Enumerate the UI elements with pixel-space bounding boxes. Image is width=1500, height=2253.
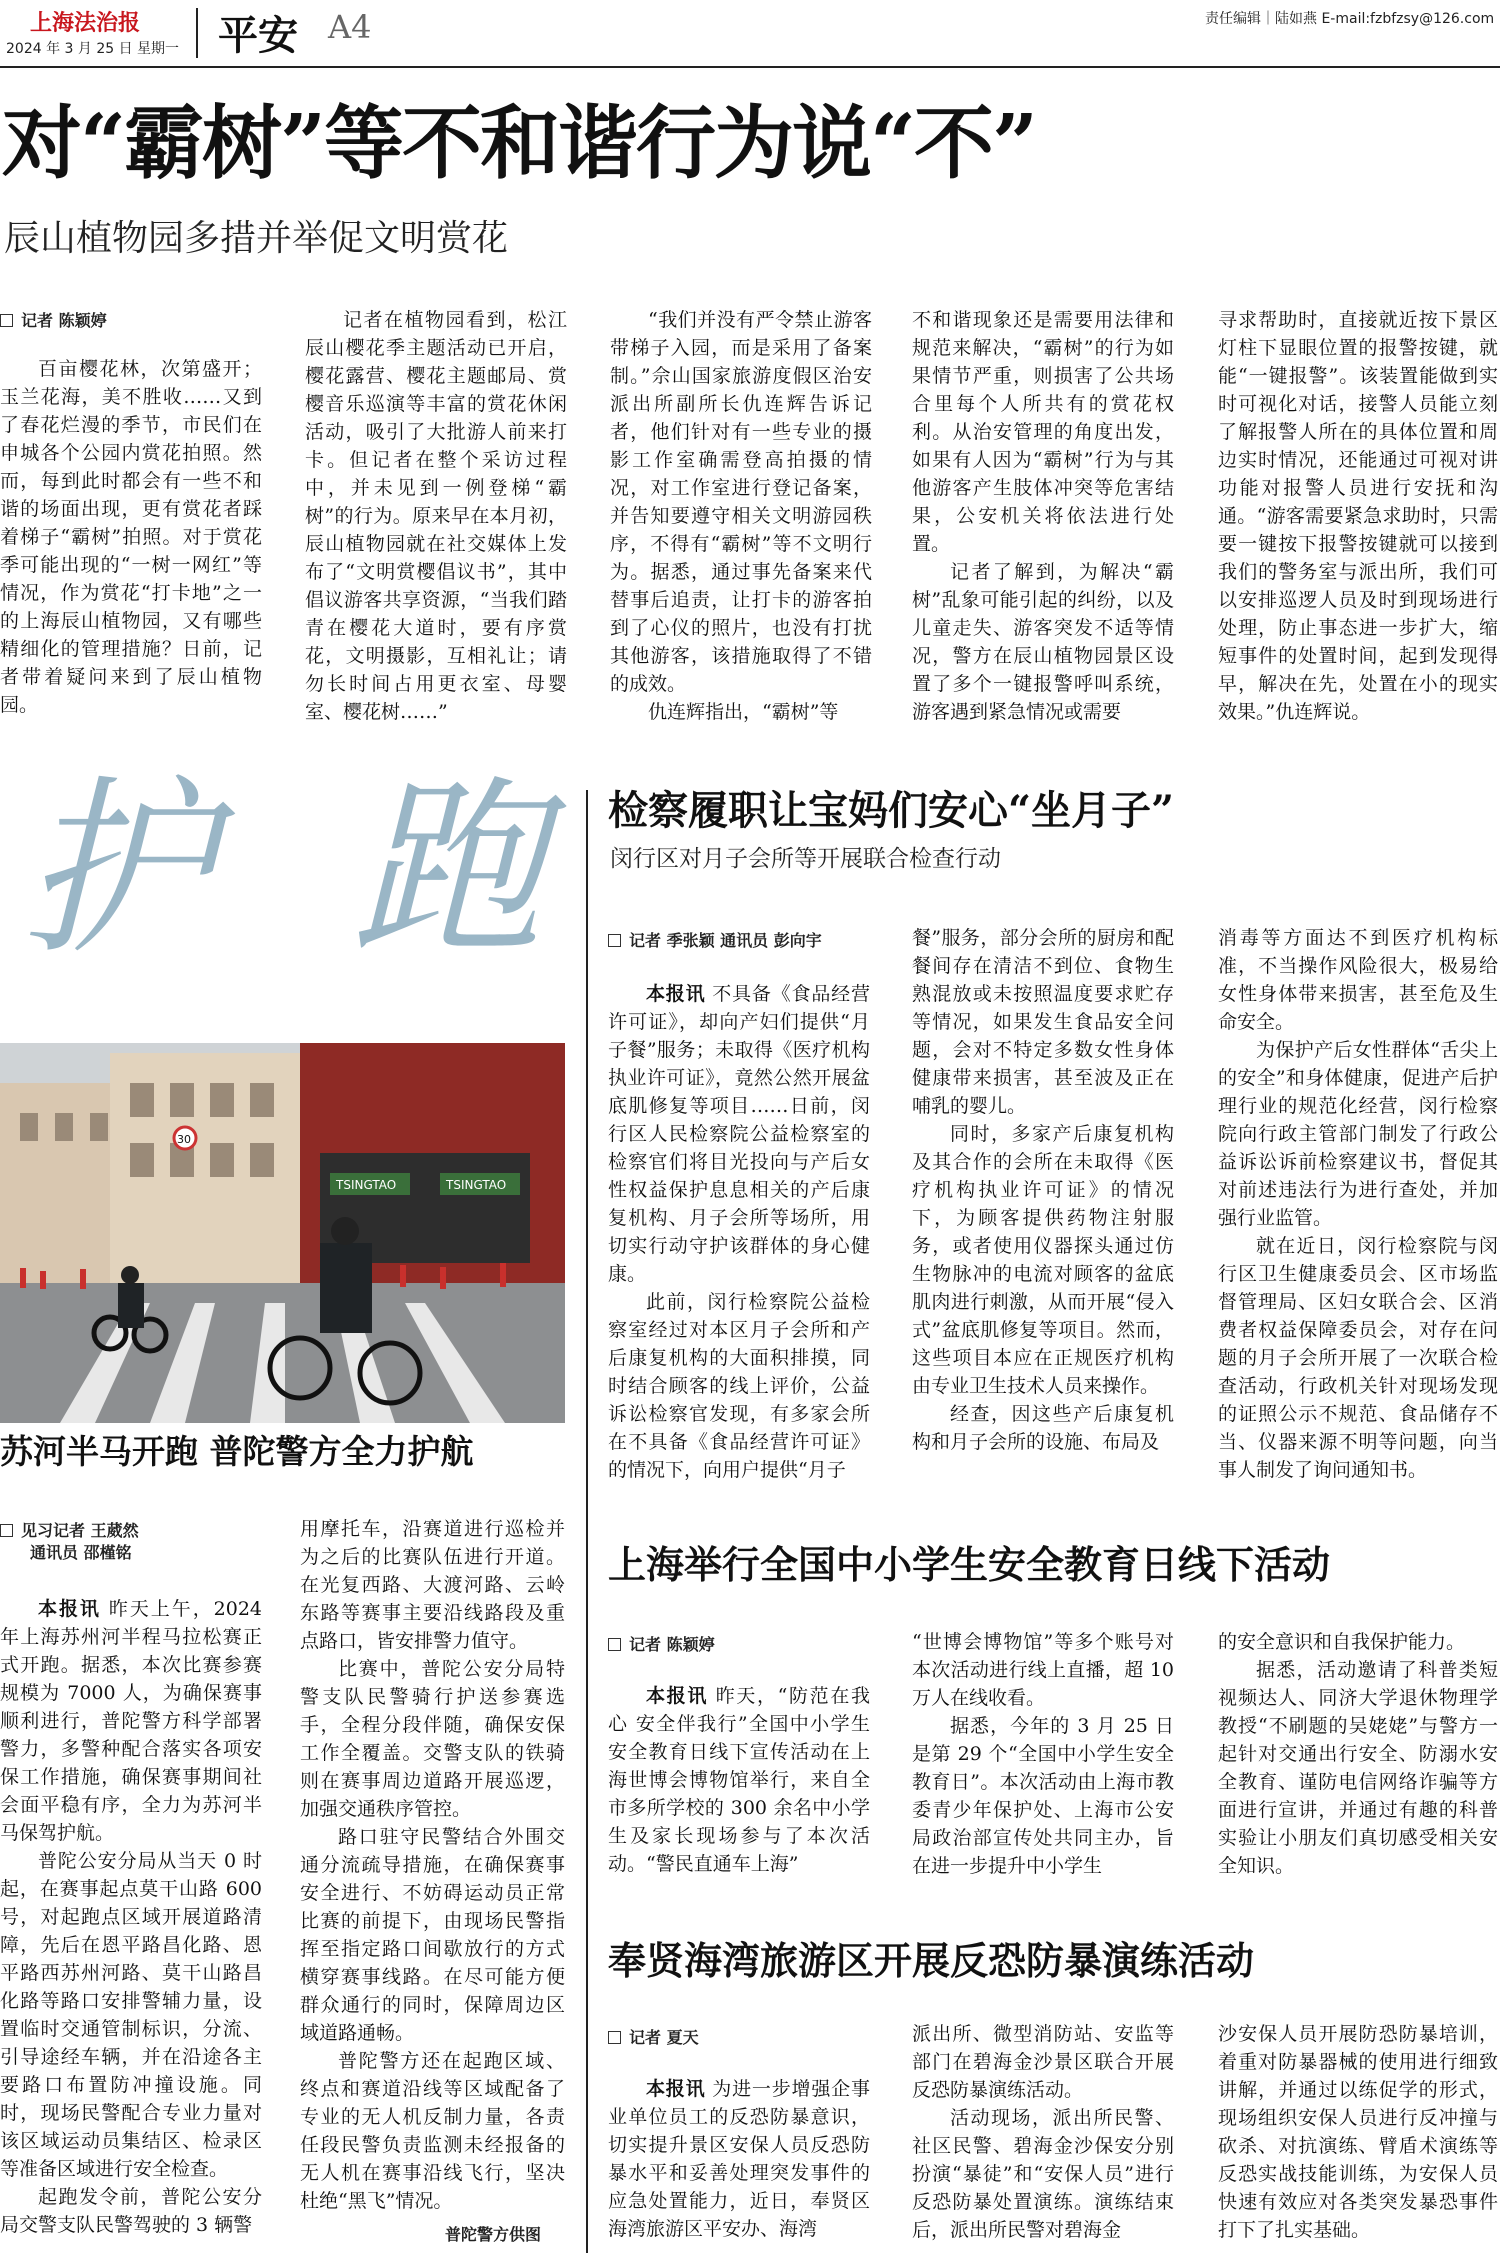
story1-c3-p1: “我们并没有严令禁止游客带梯子入园，而是采用了备案制。”佘山国家旅游度假区治安派出所副所长仇连辉告诉记者，他们针对有一些专业的摄影工作室确需登高拍摄的情况，对工作室进行登记备案，并告知要遵守相关文明游园秩序，不得有“霸树”等不文明行为。据悉，通过事先备案来代替事后追责，让打卡的游客拍到了心仪的照片，也没有打扰其他游客，该措施取得了不错的成效。 [610,309,872,695]
section-name: 平安 [218,13,298,59]
sidebar-headline: 苏河半马开跑 普陀警方全力护航 [0,1432,474,1471]
photo-sign-1: TSINGTAO [336,1178,397,1192]
story2-c1-p1 [608,980,870,1288]
story2-column-2 [912,924,1174,1480]
story4-column-2 [912,2020,1174,2253]
story4-c2-p1: 派出所、微型消防站、安监等部门在碧海金沙景区联合开展反恐防暴演练活动。 [912,2023,1174,2101]
story1-column-3 [610,306,872,736]
calligraphy-title: 护 跑 [22,759,583,980]
story1-headline: 对“霸树”等不和谐行为说“不” [2,96,1037,190]
story4-c1-p1 [608,2075,870,2243]
story3-byline-text: 记者 陈颖婷 [629,1635,715,1654]
story1-c1-p1: 百亩樱花林，次第盛开；玉兰花海，美不胜收……又到了春花烂漫的季节，市民们在申城各个公园内赏花拍照。然而，每到此时都会有一些不和谐的场面出现，更有赏花者踩着梯子“霸树”拍照。对于赏花季可能出现的“一树一网红”等情况，作为赏花“打卡地”之一的上海辰山植物园，又有哪些精细化的管理措施？日前，记者带着疑问来到了辰山植物园。 [0,358,262,716]
story4-c2-p2: 活动现场，派出所民警、社区民警、碧海金沙保安分别扮演“暴徒”和“安保人员”进行反恐防暴处置演练。演练结束后，派出所民警对碧海金 [912,2107,1174,2241]
sidebar-column-1 [0,1595,262,2253]
story4-lead: 本报讯 [646,2078,706,2100]
story4-byline-text: 记者 夏天 [629,2028,699,2047]
sidebar-divider [586,790,588,2253]
story1-c4-p2: 记者了解到，为解决“霸树”乱象可能引起的纠纷，以及儿童走失、游客突发不适等情况，警方在辰山植物园景区设置了多个一键报警呼叫系统，游客遇到紧急情况或需要 [912,561,1174,723]
story4-column-1 [608,2075,870,2253]
story2-column-1 [608,980,870,1480]
story2-byline-text: 记者 季张颖 通讯员 彭向宇 [629,931,822,950]
story3-c1-p1-text: 昨天，“防范在我心 安全伴我行”全国中小学生安全教育日线下宣传活动在上海世博会博物馆举行，来自全市多所学校的 300 余名中小学生及家长现场参与了本次活动。“警民直通车上海” [608,1685,870,1875]
story3-headline: 上海举行全国中小学生安全教育日线下活动 [608,1542,1331,1587]
sidebar-c1-p1-text: 昨天上午，2024年上海苏州河半程马拉松赛正式开跑。据悉，本次比赛参赛规模为 7000 人，为确保赛事顺利进行，普陀警方科学部署警力，多警种配合落实各项安保工作措施，确保赛事期间社会面平稳有序，全力为苏河半马保驾护航。 [0,1598,262,1844]
photo-sign-speed: 30 [177,1133,191,1146]
story3-c3-p1: 的安全意识和自我保护能力。 [1218,1631,1466,1653]
story2-c3-p1: 消毒等方面达不到医疗机构标准，不当操作风险很大，极易给女性身体带来损害，甚至危及生命安全。 [1218,927,1498,1033]
sidebar-c1-p2: 普陀公安分局从当天 0 时起，在赛事起点莫干山路 600 号，对起跑点区域开展道路清障，先后在恩平路昌化路、恩平路西苏州河路、莫干山路昌化路等路口安排警辅力量，设置临时交通管制标识，分流、引导途经车辆，并在沿途各主要路口布置防冲撞设施。同时，现场民警配合专业力量对该区域运动员集结区、检录区等准备区域进行安全检查。 [0,1850,262,2180]
sidebar-column-2 [300,1515,565,2215]
sidebar-byline-1: 见习记者 王葳然 [21,1521,139,1540]
story3-c1-p1 [608,1682,870,1878]
story3-c3-p2: 据悉，活动邀请了科普类短视频达人、同济大学退休物理学教授“不刷题的吴姥姥”与警方一起针对交通出行安全、防溺水安全教育、谨防电信网络诈骗等方面进行宣讲，并通过有趣的科普实验让小朋友们真切感受相关安全知识。 [1218,1659,1498,1877]
sidebar-c1-p3: 起跑发令前，普陀公安分局交警支队民警驾驶的 3 辆警 [0,2186,262,2236]
story3-column-2 [912,1628,1174,1892]
story4-column-3 [1218,2020,1498,2253]
story4-c3-p1: 沙安保人员开展防恐防暴培训，着重对防暴器械的使用进行细致讲解，并通过以练促学的形式，现场组织安保人员进行反冲撞与砍杀、对抗演练、臂盾术演练等反恐实战技能训练，为安保人员快速有效应对各类突发暴恐事件打下了扎实基础。 [1218,2023,1498,2241]
masthead-logo: 上海法治报 [30,10,141,36]
sidebar-byline [0,1520,139,1564]
sidebar-lead: 本报讯 [38,1598,101,1620]
story1-byline [0,308,107,331]
story2-column-3 [1218,924,1498,1480]
story4-c1-p1-text: 为进一步增强企事业单位员工的反恐防暴意识，切实提升景区安保人员反恐防暴水平和妥善处理突发事件的应急处置能力，近日，奉贤区海湾旅游区平安办、海湾 [608,2078,870,2240]
story3-column-3 [1218,1628,1498,1892]
sidebar-c2-p3: 路口驻守民警结合外围交通分流疏导措施，在确保赛事安全进行、不妨碍运动员正常比赛的前提下，由现场民警指挥至指定路口间歇放行的方式横穿赛事线路。在尽可能方便群众通行的同时，保障周边区域道路通畅。 [300,1826,565,2044]
story2-c3-p3: 就在近日，闵行检察院与闵行区卫生健康委员会、区市场监督管理局、区妇女联合会、区消费者权益保障委员会，对存在问题的月子会所开展了一次联合检查活动，行政机关针对现场发现的证照公示不规范、食品储存不当、仪器来源不明等问题，向当事人制发了询问通知书。 [1218,1235,1498,1480]
story3-column-1 [608,1682,870,1892]
story1-c4-p1: 不和谐现象还是需要用法律和规范来解决，“霸树”的行为如果情节严重，则损害了公共场合里每个人所共有的赏花权利。从治安管理的角度出发，如果有人因为“霸树”行为与其他游客产生肢体冲突等危害结果，公安机关将依法进行处置。 [912,309,1174,555]
story4-headline: 奉贤海湾旅游区开展反恐防暴演练活动 [608,1938,1255,1983]
story1-column-4 [912,306,1174,736]
story1-c2-p1: 记者在植物园看到，松江辰山樱花季主题活动已开启，樱花露营、樱花主题邮局、赏樱音乐巡演等丰富的赏花休闲活动，吸引了大批游人前来打卡。但记者在整个采访过程中，并未见到一例登梯“霸树”的行为。原来早在本月初，辰山植物园就在社交媒体上发布了“文明赏樱倡议书”，其中倡议游客共享资源，“当我们踏青在樱花大道时，要有序赏花，文明摄影，互相礼让；请勿长时间占用更衣室、母婴室、樱花树……” [305,309,567,723]
editor-info: 责任编辑｜陆如燕 E-mail:fzbfzsy@126.com [1205,11,1495,27]
story1-byline-text: 记者 陈颖婷 [21,311,107,330]
sidebar-c2-p1: 用摩托车，沿赛道进行巡检并为之后的比赛队伍进行开道。在光复西路、大渡河路、云岭东路等赛事主要沿线路段及重点路口，皆安排警力值守。 [300,1518,565,1652]
masthead-rule [0,66,1500,68]
sidebar-c2-p2: 比赛中，普陀公安分局特警支队民警骑行护送参赛选手，全程分段伴随，确保安保工作全覆盖。交警支队的铁骑则在赛事周边道路开展巡逻，加强交通秩序管控。 [300,1658,565,1820]
square-icon [0,314,13,327]
story2-byline [608,928,822,951]
story1-column-1 [0,355,262,733]
story3-c2-p2: 据悉，今年的 3 月 25 日是第 29 个“全国中小学生安全教育日”。本次活动由上海市教委青少年保护处、上海市公安局政治部宣传处共同主办，旨在进一步提升中小学生 [912,1715,1174,1877]
story2-lead: 本报讯 [646,983,706,1005]
story1-subtitle: 辰山植物园多措并举促文明赏花 [4,218,509,259]
story1-c3-p2: 仇连辉指出，“霸树”等 [648,701,839,723]
story2-c2-p2: 同时，多家产后康复机构及其合作的会所在未取得《医疗机构执业许可证》的情况下，为顾客提供药物注射服务，或者使用仪器探头通过仿生物脉冲的电流对顾客的盆底肌肉进行刺激，从而开展“侵入式”盆底肌修复等项目。然而，这些项目本应在正规医疗机构由专业卫生技术人员来操作。 [912,1123,1174,1397]
square-icon [0,1524,13,1537]
page-number: A4 [328,8,372,46]
race-photo-illustration [0,1043,565,1423]
masthead-date: 2024 年 3 月 25 日 星期一 [6,41,180,57]
story2-c2-p3: 经查，因这些产后康复机构和月子会所的设施、布局及 [912,1403,1174,1453]
sidebar-byline-2: 通讯员 邵槿铭 [30,1543,132,1562]
square-icon [608,1638,621,1651]
story2-headline: 检察履职让宝妈们安心“坐月子” [608,787,1175,834]
square-icon [608,934,621,947]
photo-credit: 普陀警方供图 [445,2225,542,2244]
story2-c1-p2: 此前，闵行检察院公益检察室经过对本区月子会所和产后康复机构的大面积排摸，同时结合顾客的线上评价，公益诉讼检察官发现，有多家会所在不具备《食品经营许可证》的情况下，向用户提供“月子 [608,1291,870,1480]
race-photo [0,1043,565,1423]
story1-column-2 [305,306,567,736]
story2-subtitle: 闵行区对月子会所等开展联合检查行动 [610,846,1001,872]
story1-c5-p1: 寻求帮助时，直接就近按下景区灯柱下显眼位置的报警按键，就能“一键报警”。该装置能做到实时可视化对话，接警人员能立刻了解报警人所在的具体位置和周边实时情况，还能通过可视对讲功能对报警人员进行安抚和沟通。“游客需要紧急求助时，只需要一键按下报警按键就可以接到我们的警务室与派出所，我们可以安排巡逻人员及时到现场进行处理，防止事态进一步扩大，缩短事件的处置时间，起到发现得早，解决在先，处置在小的现实效果。”仇连辉说。 [1218,309,1498,723]
story2-c2-p1: 餐”服务，部分会所的厨房和配餐间存在清洁不到位、食物生熟混放或未按照温度要求贮存等情况，如果发生食品安全问题，会对不特定多数女性身体健康带来损害，甚至波及正在哺乳的婴儿。 [912,927,1174,1117]
story1-column-5 [1218,306,1498,736]
sidebar-c1-p1 [0,1595,262,1847]
square-icon [608,2031,621,2044]
story3-byline [608,1632,715,1655]
story3-lead: 本报讯 [646,1685,708,1707]
sidebar-c2-p4: 普陀警方还在起跑区域、终点和赛道沿线等区域配备了专业的无人机反制力量，各责任段民警负责监测未经报备的无人机在赛事沿线飞行，坚决杜绝“黑飞”情况。 [300,2050,565,2212]
story3-c2-p1: “世博会博物馆”等多个账号对本次活动进行线上直播，超 10 万人在线收看。 [912,1631,1174,1709]
story2-c3-p2: 为保护产后女性群体“舌尖上的安全”和身体健康，促进产后护理行业的规范化经营，闵行检察院向行政主管部门制发了行政公益诉讼诉前检察建议书，督促其对前述违法行为进行查处，并加强行业监管。 [1218,1039,1498,1229]
story4-byline [608,2025,699,2048]
masthead-divider [196,8,198,58]
photo-sign-2: TSINGTAO [446,1178,507,1192]
story2-c1-p1-text: 不具备《食品经营许可证》，却向产妇们提供“月子餐”服务；未取得《医疗机构执业许可证》，竟然公然开展盆底肌修复等项目……日前，闵行区人民检察院公益检察室的检察官们将目光投向与产后女性权益保护息息相关的产后康复机构、月子会所等场所，用切实行动守护该群体的身心健康。 [608,983,870,1285]
